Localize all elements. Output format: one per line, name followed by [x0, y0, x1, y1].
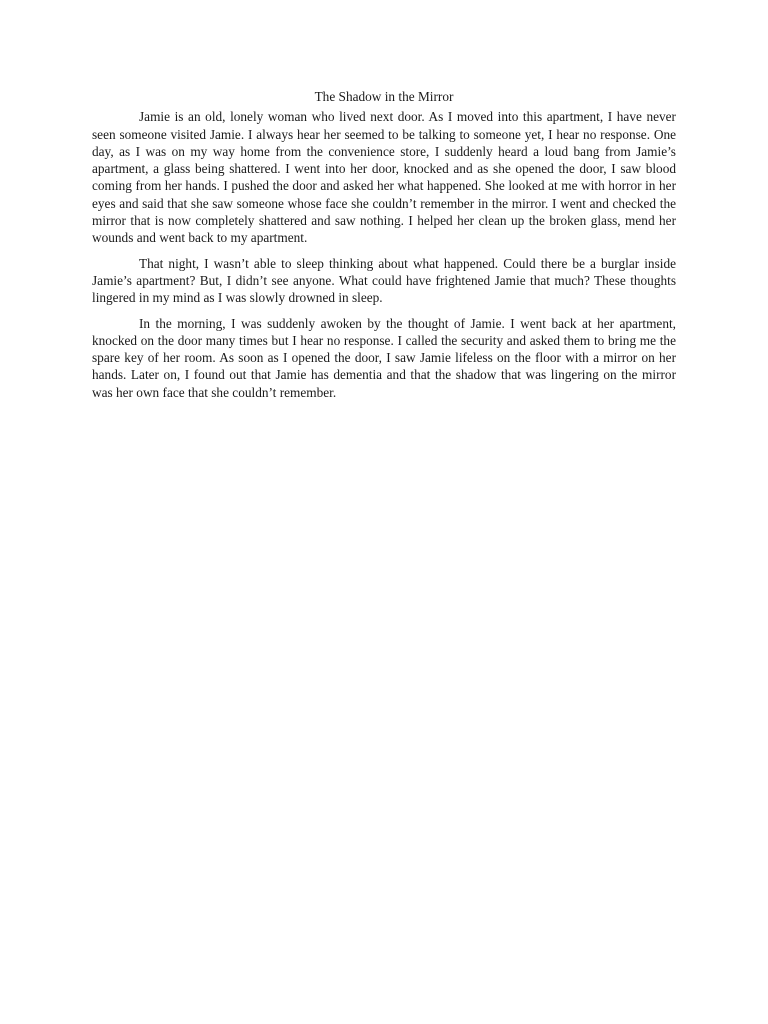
paragraph-3: In the morning, I was suddenly awoken by the thought of Jamie. I went back at her apartment, knocked on the door many times but I hear no response. I called the security and asked them to bring me the spare key of her room. As soon as I opened the door, I saw Jamie lifeless on the floor with a mirror on her hands. Later on, I found out that Jamie has dementia and that the shadow that was lingering on the mirror was her own face that she couldn’t remember.: [92, 315, 676, 400]
paragraph-1: Jamie is an old, lonely woman who lived next door. As I moved into this apartment, I have never seen someone visited Jamie. I always hear her seemed to be talking to someone yet, I hear no response. One day, as I was on my way home from the convenience store, I suddenly heard a loud bang from Jamie’s apartment, a glass being shattered. I went into her door, knocked and as she opened the door, I saw blood coming from her hands. I pushed the door and asked her what happened. She looked at me with horror in her eyes and said that she saw someone whose face she couldn’t remember in the mirror. I went and checked the mirror that is now completely shattered and saw nothing. I helped her clean up the broken glass, mend her wounds and went back to my apartment.: [92, 109, 676, 246]
document-body: [92, 88, 676, 409]
paragraph-2: That night, I wasn’t able to sleep thinking about what happened. Could there be a burglar inside Jamie’s apartment? But, I didn’t see anyone. What could have frightened Jamie that much? These thoughts lingered in my mind as I was slowly drowned in sleep.: [92, 255, 676, 306]
document-title: The Shadow in the Mirror: [314, 89, 454, 104]
